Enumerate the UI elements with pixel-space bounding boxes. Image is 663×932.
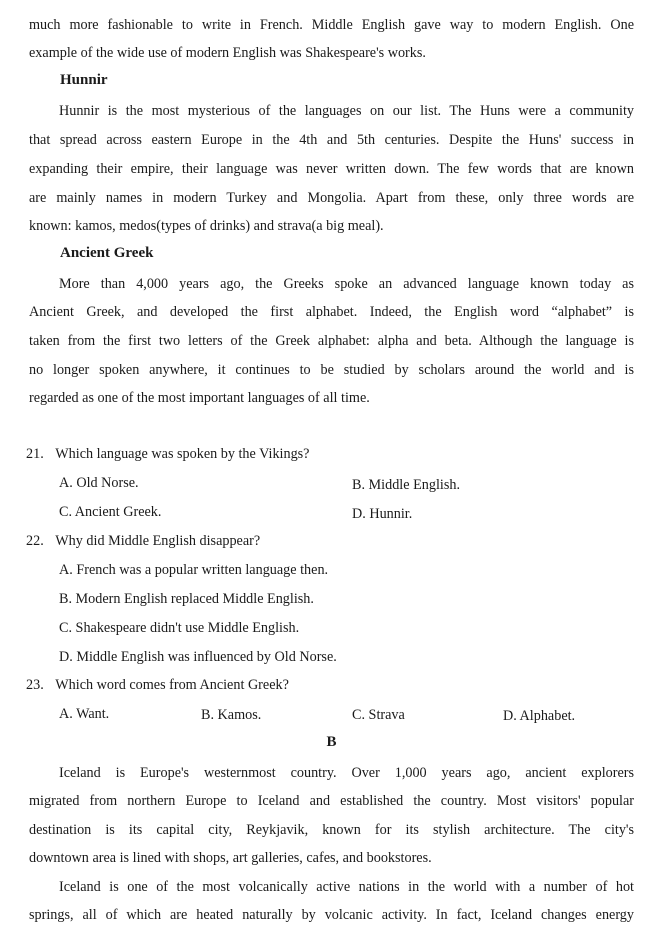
passage-line: migrated from northern Europe to Iceland and established the country. Most visitors' popular	[29, 793, 634, 809]
passage-line: Hunnir is the most mysterious of the languages on our list. The Huns were a community	[59, 103, 634, 119]
question-text: Which word comes from Ancient Greek?	[55, 677, 289, 693]
passage-line: are mainly names in modern Turkey and Mongolia. Apart from these, only three words are	[29, 190, 634, 206]
option-22-c[interactable]: C. Shakespeare didn't use Middle English.	[59, 620, 300, 636]
option-21-d[interactable]: D. Hunnir.	[352, 506, 413, 522]
passage-line: much more fashionable to write in French. Middle English gave way to modern English. One	[29, 17, 634, 33]
passage-line: taken from the first two letters of the Greek alphabet: alpha and beta. Although the language is	[29, 333, 634, 349]
option-23-d[interactable]: D. Alphabet.	[503, 708, 576, 724]
section-heading-ancient-greek: Ancient Greek	[60, 245, 154, 261]
option-23-b[interactable]: B. Kamos.	[201, 707, 262, 723]
passage-line: Iceland is one of the most volcanically active nations in the world with a number of hot	[59, 879, 634, 895]
passage-line: destination is its capital city, Reykjavik, known for its stylish architecture. The city's	[29, 822, 634, 838]
option-22-b[interactable]: B. Modern English replaced Middle English.	[59, 591, 314, 607]
section-label-b: B	[326, 734, 337, 750]
question-22	[26, 532, 260, 550]
passage-line: known: kamos, medos(types of drinks) and strava(a big meal).	[29, 218, 384, 234]
option-21-b[interactable]: B. Middle English.	[352, 477, 460, 493]
option-23-a[interactable]: A. Want.	[59, 706, 110, 722]
passage-line: More than 4,000 years ago, the Greeks spoke an advanced language known today as	[59, 276, 634, 292]
passage-line: Iceland is Europe's westernmost country. Over 1,000 years ago, ancient explorers	[59, 765, 634, 781]
passage-line: example of the wide use of modern English was Shakespeare's works.	[29, 45, 426, 61]
question-text: Which language was spoken by the Vikings?	[55, 446, 310, 462]
passage-line: that spread across eastern Europe in the 4th and 5th centuries. Despite the Huns' success in	[29, 132, 634, 148]
question-number: 23.	[26, 677, 44, 693]
passage-line: springs, all of which are heated naturally by volcanic activity. In fact, Iceland changes energy	[29, 907, 634, 923]
option-21-a[interactable]: A. Old Norse.	[59, 475, 139, 491]
question-text: Why did Middle English disappear?	[55, 533, 261, 549]
passage-line: Ancient Greek, and developed the first alphabet. Indeed, the English word “alphabet” is	[29, 304, 634, 320]
option-23-c[interactable]: C. Strava	[352, 707, 405, 723]
passage-line: regarded as one of the most important languages of all time.	[29, 390, 370, 406]
passage-line: downtown area is lined with shops, art galleries, cafes, and bookstores.	[29, 850, 432, 866]
question-number: 22.	[26, 533, 44, 549]
question-number: 21.	[26, 446, 44, 462]
section-heading-hunnir: Hunnir	[60, 72, 108, 88]
option-22-d[interactable]: D. Middle English was influenced by Old Norse.	[59, 649, 337, 665]
passage-line: expanding their empire, their language was never written down. The few words that are known	[29, 161, 634, 177]
passage-line: no longer spoken anywhere, it continues to be studied by scholars around the world and is	[29, 362, 634, 378]
question-23	[26, 676, 289, 694]
option-22-a[interactable]: A. French was a popular written language then.	[59, 562, 329, 578]
option-21-c[interactable]: C. Ancient Greek.	[59, 504, 162, 520]
question-21	[26, 445, 310, 463]
